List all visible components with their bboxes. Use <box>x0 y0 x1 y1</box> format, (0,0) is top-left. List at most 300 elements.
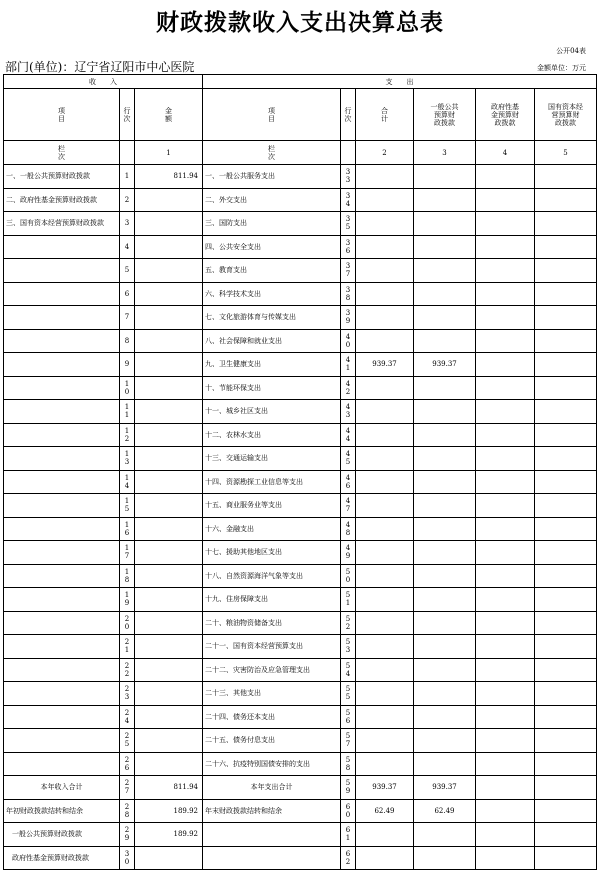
colno-label: 栏 次 <box>4 141 120 165</box>
income-line-cell: 2 7 <box>120 776 135 800</box>
colno-amount: 1 <box>135 141 203 165</box>
income-line-cell: 1 4 <box>120 470 135 494</box>
income-line-cell: 2 9 <box>120 823 135 847</box>
income-item-cell: 本年收入合计 <box>4 776 120 800</box>
income-line-cell: 2 <box>120 188 135 212</box>
table-row <box>4 376 597 400</box>
income-amount-cell <box>135 188 203 212</box>
expense-total-cell <box>356 846 414 870</box>
expense-line-cell: 6 0 <box>341 799 356 823</box>
expense-item-cell: 七、文化旅游体育与传媒支出 <box>203 306 341 330</box>
expense-item-cell <box>203 846 341 870</box>
header-item: 项 目 <box>4 89 120 141</box>
expense-item-cell: 一、一般公共服务支出 <box>203 165 341 189</box>
expense-line-cell: 5 0 <box>341 564 356 588</box>
expense-fund-cell <box>476 329 535 353</box>
expense-line-cell: 5 8 <box>341 752 356 776</box>
expense-state-cell <box>535 212 597 236</box>
expense-total-cell <box>356 682 414 706</box>
expense-item-cell: 二十、粮油物资储备支出 <box>203 611 341 635</box>
expense-line-cell: 4 3 <box>341 400 356 424</box>
income-line-cell: 2 2 <box>120 658 135 682</box>
expense-fund-cell <box>476 846 535 870</box>
expense-state-cell <box>535 729 597 753</box>
income-amount-cell <box>135 212 203 236</box>
header-item2: 项 目 <box>203 89 341 141</box>
income-amount-cell <box>135 846 203 870</box>
expense-item-cell: 二、外交支出 <box>203 188 341 212</box>
expense-line-cell: 4 2 <box>341 376 356 400</box>
expense-total-cell <box>356 729 414 753</box>
table-row <box>4 611 597 635</box>
expense-total-cell <box>356 329 414 353</box>
table-row <box>4 400 597 424</box>
income-amount-cell <box>135 329 203 353</box>
expense-fund-cell <box>476 588 535 612</box>
expense-section-header: 支 出 <box>203 75 597 89</box>
expense-line-cell: 3 9 <box>341 306 356 330</box>
expense-fund-cell <box>476 423 535 447</box>
expense-general-cell <box>414 705 476 729</box>
expense-fund-cell <box>476 776 535 800</box>
expense-total-cell <box>356 423 414 447</box>
table-row <box>4 823 597 847</box>
income-line-cell: 1 8 <box>120 564 135 588</box>
expense-item-cell: 六、科学技术支出 <box>203 282 341 306</box>
expense-item-cell: 十二、农林水支出 <box>203 423 341 447</box>
expense-state-cell <box>535 282 597 306</box>
expense-state-cell <box>535 376 597 400</box>
expense-general-cell <box>414 259 476 283</box>
expense-total-cell <box>356 541 414 565</box>
income-amount-cell <box>135 517 203 541</box>
income-item-cell: 三、国有资本经营预算财政拨款 <box>4 212 120 236</box>
colno-state: 5 <box>535 141 597 165</box>
budget-table <box>3 74 597 870</box>
colno-blank2 <box>341 141 356 165</box>
table-row <box>4 329 597 353</box>
expense-fund-cell <box>476 447 535 471</box>
expense-general-cell <box>414 329 476 353</box>
expense-total-cell <box>356 752 414 776</box>
income-item-cell <box>4 564 120 588</box>
income-amount-cell <box>135 705 203 729</box>
table-row <box>4 470 597 494</box>
income-item-cell <box>4 470 120 494</box>
income-item-cell <box>4 235 120 259</box>
expense-line-cell: 3 4 <box>341 188 356 212</box>
expense-fund-cell <box>476 682 535 706</box>
table-row <box>4 752 597 776</box>
expense-general-cell <box>414 752 476 776</box>
expense-state-cell <box>535 400 597 424</box>
expense-total-cell <box>356 165 414 189</box>
income-line-cell: 3 <box>120 212 135 236</box>
expense-item-cell: 三、国防支出 <box>203 212 341 236</box>
table-row <box>4 658 597 682</box>
expense-state-cell <box>535 353 597 377</box>
income-line-cell: 1 2 <box>120 423 135 447</box>
expense-general-cell <box>414 188 476 212</box>
expense-fund-cell <box>476 517 535 541</box>
expense-total-cell <box>356 259 414 283</box>
table-row <box>4 165 597 189</box>
income-item-cell <box>4 306 120 330</box>
income-line-cell: 7 <box>120 306 135 330</box>
income-amount-cell <box>135 282 203 306</box>
expense-general-cell: 939.37 <box>414 353 476 377</box>
expense-line-cell: 4 9 <box>341 541 356 565</box>
expense-fund-cell <box>476 705 535 729</box>
income-line-cell: 2 4 <box>120 705 135 729</box>
expense-line-cell: 3 8 <box>341 282 356 306</box>
expense-total-cell: 939.37 <box>356 776 414 800</box>
income-amount-cell <box>135 259 203 283</box>
income-amount-cell: 189.92 <box>135 823 203 847</box>
expense-total-cell <box>356 564 414 588</box>
income-amount-cell <box>135 682 203 706</box>
expense-state-cell <box>535 306 597 330</box>
table-row <box>4 541 597 565</box>
expense-line-cell: 5 6 <box>341 705 356 729</box>
table-row <box>4 259 597 283</box>
expense-line-cell: 4 1 <box>341 353 356 377</box>
income-item-cell <box>4 376 120 400</box>
expense-item-cell: 五、教育支出 <box>203 259 341 283</box>
expense-total-cell <box>356 494 414 518</box>
expense-total-cell <box>356 658 414 682</box>
income-line-cell: 1 7 <box>120 541 135 565</box>
expense-item-cell: 十三、交通运输支出 <box>203 447 341 471</box>
expense-fund-cell <box>476 611 535 635</box>
expense-general-cell <box>414 235 476 259</box>
income-item-cell <box>4 423 120 447</box>
income-item-cell <box>4 447 120 471</box>
expense-item-cell: 年末财政拨款结转和结余 <box>203 799 341 823</box>
expense-general-cell <box>414 470 476 494</box>
expense-general-cell: 62.49 <box>414 799 476 823</box>
income-item-cell <box>4 400 120 424</box>
expense-fund-cell <box>476 282 535 306</box>
income-amount-cell <box>135 400 203 424</box>
income-amount-cell: 811.94 <box>135 776 203 800</box>
income-line-cell: 5 <box>120 259 135 283</box>
expense-total-cell <box>356 447 414 471</box>
table-row <box>4 776 597 800</box>
income-amount-cell <box>135 729 203 753</box>
expense-line-cell: 5 1 <box>341 588 356 612</box>
expense-general-cell <box>414 400 476 424</box>
expense-state-cell <box>535 776 597 800</box>
expense-line-cell: 5 7 <box>341 729 356 753</box>
expense-line-cell: 5 4 <box>341 658 356 682</box>
expense-state-cell <box>535 235 597 259</box>
expense-line-cell: 5 5 <box>341 682 356 706</box>
header-line: 行 次 <box>120 89 135 141</box>
table-row <box>4 282 597 306</box>
expense-general-cell <box>414 447 476 471</box>
expense-state-cell <box>535 423 597 447</box>
table-row <box>4 306 597 330</box>
income-amount-cell <box>135 541 203 565</box>
expense-state-cell <box>535 517 597 541</box>
expense-fund-cell <box>476 353 535 377</box>
expense-fund-cell <box>476 259 535 283</box>
expense-line-cell: 5 9 <box>341 776 356 800</box>
income-item-cell <box>4 752 120 776</box>
expense-item-cell: 十九、住房保障支出 <box>203 588 341 612</box>
colno-general: 3 <box>414 141 476 165</box>
expense-line-cell: 3 5 <box>341 212 356 236</box>
table-row <box>4 799 597 823</box>
expense-item-cell: 十一、城乡社区支出 <box>203 400 341 424</box>
income-item-cell <box>4 541 120 565</box>
expense-fund-cell <box>476 376 535 400</box>
expense-total-cell <box>356 235 414 259</box>
income-amount-cell <box>135 658 203 682</box>
income-amount-cell <box>135 447 203 471</box>
income-item-cell: 年初财政拨款结转和结余 <box>4 799 120 823</box>
income-line-cell: 2 1 <box>120 635 135 659</box>
expense-general-cell <box>414 823 476 847</box>
expense-fund-cell <box>476 165 535 189</box>
expense-state-cell <box>535 259 597 283</box>
expense-state-cell <box>535 564 597 588</box>
expense-state-cell <box>535 188 597 212</box>
expense-state-cell <box>535 682 597 706</box>
income-item-cell <box>4 494 120 518</box>
expense-state-cell <box>535 846 597 870</box>
expense-total-cell <box>356 588 414 612</box>
income-item-cell <box>4 282 120 306</box>
expense-item-cell: 十六、金融支出 <box>203 517 341 541</box>
table-row <box>4 235 597 259</box>
expense-general-cell <box>414 658 476 682</box>
table-row <box>4 494 597 518</box>
income-line-cell: 2 0 <box>120 611 135 635</box>
table-row <box>4 846 597 870</box>
expense-item-cell: 八、社会保障和就业支出 <box>203 329 341 353</box>
expense-item-cell: 九、卫生健康支出 <box>203 353 341 377</box>
expense-item-cell: 十、节能环保支出 <box>203 376 341 400</box>
expense-fund-cell <box>476 188 535 212</box>
expense-line-cell: 4 6 <box>341 470 356 494</box>
expense-fund-cell <box>476 212 535 236</box>
income-item-cell <box>4 517 120 541</box>
expense-item-cell: 二十四、债务还本支出 <box>203 705 341 729</box>
income-item-cell <box>4 682 120 706</box>
income-amount-cell <box>135 235 203 259</box>
colno-total: 2 <box>356 141 414 165</box>
header-state: 国有资本经 营预算财 政拨款 <box>535 89 597 141</box>
expense-item-cell: 二十一、国有资本经营预算支出 <box>203 635 341 659</box>
income-item-cell <box>4 353 120 377</box>
expense-state-cell <box>535 635 597 659</box>
expense-line-cell: 3 7 <box>341 259 356 283</box>
expense-item-cell: 十五、商业服务业等支出 <box>203 494 341 518</box>
expense-item-cell <box>203 823 341 847</box>
expense-fund-cell <box>476 400 535 424</box>
form-id: 公开04表 <box>556 47 586 55</box>
expense-state-cell <box>535 588 597 612</box>
expense-total-cell <box>356 470 414 494</box>
income-line-cell: 2 5 <box>120 729 135 753</box>
expense-state-cell <box>535 705 597 729</box>
income-amount-cell <box>135 494 203 518</box>
expense-general-cell <box>414 212 476 236</box>
expense-line-cell: 3 6 <box>341 235 356 259</box>
colno-fund: 4 <box>476 141 535 165</box>
expense-item-cell: 十七、援助其他地区支出 <box>203 541 341 565</box>
income-amount-cell <box>135 611 203 635</box>
income-amount-cell: 811.94 <box>135 165 203 189</box>
expense-fund-cell <box>476 752 535 776</box>
expense-total-cell: 939.37 <box>356 353 414 377</box>
expense-item-cell: 本年支出合计 <box>203 776 341 800</box>
expense-general-cell <box>414 423 476 447</box>
income-item-cell <box>4 611 120 635</box>
expense-general-cell <box>414 306 476 330</box>
expense-total-cell <box>356 188 414 212</box>
expense-line-cell: 4 0 <box>341 329 356 353</box>
income-amount-cell <box>135 635 203 659</box>
column-header-row <box>4 89 597 141</box>
column-number-row <box>4 141 597 165</box>
expense-state-cell <box>535 470 597 494</box>
expense-total-cell <box>356 823 414 847</box>
income-amount-cell <box>135 353 203 377</box>
expense-fund-cell <box>476 635 535 659</box>
section-header-row <box>4 75 597 89</box>
expense-item-cell: 二十二、灾害防治及应急管理支出 <box>203 658 341 682</box>
expense-fund-cell <box>476 541 535 565</box>
income-amount-cell <box>135 470 203 494</box>
expense-general-cell: 939.37 <box>414 776 476 800</box>
income-line-cell: 1 0 <box>120 376 135 400</box>
income-item-cell: 政府性基金预算财政拨款 <box>4 846 120 870</box>
department-label: 部门(单位)：辽宁省辽阳市中心医院 <box>5 60 195 74</box>
expense-total-cell <box>356 611 414 635</box>
income-amount-cell <box>135 306 203 330</box>
header-line2: 行 次 <box>341 89 356 141</box>
expense-line-cell: 5 3 <box>341 635 356 659</box>
expense-total-cell <box>356 705 414 729</box>
income-item-cell <box>4 329 120 353</box>
page-title: 财政拨款收入支出决算总表 <box>156 9 444 36</box>
income-line-cell: 1 6 <box>120 517 135 541</box>
expense-general-cell <box>414 165 476 189</box>
income-line-cell: 1 1 <box>120 400 135 424</box>
expense-total-cell <box>356 517 414 541</box>
expense-general-cell <box>414 282 476 306</box>
income-item-cell <box>4 259 120 283</box>
table-row <box>4 705 597 729</box>
income-item-cell <box>4 635 120 659</box>
table-row <box>4 682 597 706</box>
expense-state-cell <box>535 541 597 565</box>
expense-line-cell: 6 2 <box>341 846 356 870</box>
income-line-cell: 4 <box>120 235 135 259</box>
income-item-cell <box>4 588 120 612</box>
expense-item-cell: 十四、资源勘探工业信息等支出 <box>203 470 341 494</box>
expense-total-cell <box>356 400 414 424</box>
expense-total-cell <box>356 212 414 236</box>
header-general: 一般公共 预算财 政拨款 <box>414 89 476 141</box>
expense-total-cell <box>356 376 414 400</box>
income-line-cell: 2 8 <box>120 799 135 823</box>
income-line-cell: 3 0 <box>120 846 135 870</box>
income-line-cell: 2 6 <box>120 752 135 776</box>
unit-label: 金额单位：万元 <box>537 64 586 72</box>
header-fund: 政府性基 金预算财 政拨款 <box>476 89 535 141</box>
expense-fund-cell <box>476 729 535 753</box>
expense-line-cell: 4 4 <box>341 423 356 447</box>
table-row <box>4 423 597 447</box>
table-row <box>4 564 597 588</box>
income-line-cell: 9 <box>120 353 135 377</box>
expense-general-cell <box>414 376 476 400</box>
expense-state-cell <box>535 165 597 189</box>
income-item-cell <box>4 658 120 682</box>
colno-label2: 栏 次 <box>203 141 341 165</box>
expense-fund-cell <box>476 235 535 259</box>
expense-total-cell <box>356 306 414 330</box>
income-line-cell: 2 3 <box>120 682 135 706</box>
expense-total-cell: 62.49 <box>356 799 414 823</box>
expense-general-cell <box>414 517 476 541</box>
expense-general-cell <box>414 682 476 706</box>
expense-fund-cell <box>476 306 535 330</box>
income-line-cell: 6 <box>120 282 135 306</box>
table-row <box>4 517 597 541</box>
expense-total-cell <box>356 282 414 306</box>
income-line-cell: 8 <box>120 329 135 353</box>
expense-item-cell: 十八、自然资源海洋气象等支出 <box>203 564 341 588</box>
table-row <box>4 447 597 471</box>
income-item-cell <box>4 729 120 753</box>
expense-line-cell: 4 8 <box>341 517 356 541</box>
expense-line-cell: 5 2 <box>341 611 356 635</box>
income-section-header: 收 入 <box>4 75 203 89</box>
income-amount-cell <box>135 588 203 612</box>
income-line-cell: 1 <box>120 165 135 189</box>
income-amount-cell <box>135 752 203 776</box>
expense-state-cell <box>535 447 597 471</box>
income-item-cell: 一、一般公共预算财政拨款 <box>4 165 120 189</box>
income-item-cell: 二、政府性基金预算财政拨款 <box>4 188 120 212</box>
income-amount-cell <box>135 376 203 400</box>
expense-fund-cell <box>476 799 535 823</box>
colno-blank <box>120 141 135 165</box>
expense-line-cell: 4 5 <box>341 447 356 471</box>
income-item-cell <box>4 705 120 729</box>
expense-item-cell: 二十五、债务付息支出 <box>203 729 341 753</box>
expense-fund-cell <box>476 658 535 682</box>
expense-state-cell <box>535 494 597 518</box>
expense-general-cell <box>414 564 476 588</box>
table-row <box>4 588 597 612</box>
expense-state-cell <box>535 329 597 353</box>
expense-item-cell: 四、公共安全支出 <box>203 235 341 259</box>
table-row <box>4 635 597 659</box>
income-amount-cell: 189.92 <box>135 799 203 823</box>
expense-state-cell <box>535 823 597 847</box>
expense-line-cell: 4 7 <box>341 494 356 518</box>
expense-fund-cell <box>476 564 535 588</box>
expense-general-cell <box>414 588 476 612</box>
income-line-cell: 1 3 <box>120 447 135 471</box>
income-amount-cell <box>135 564 203 588</box>
